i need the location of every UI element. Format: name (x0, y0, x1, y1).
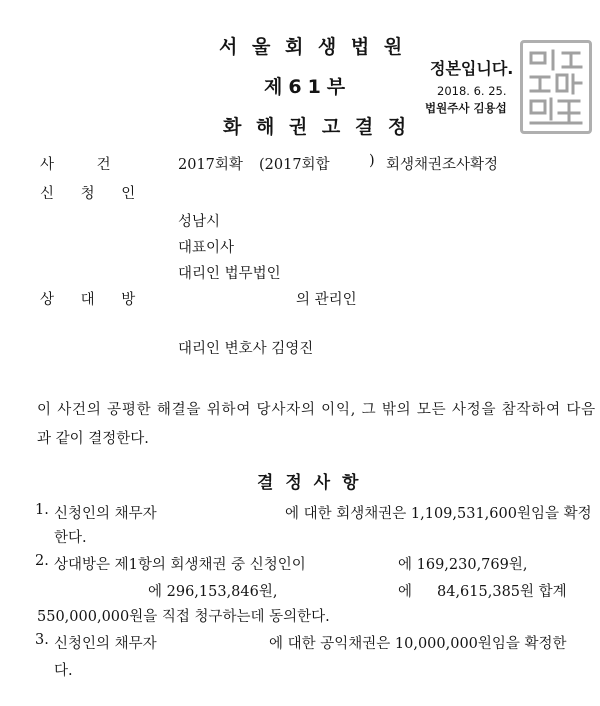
decision-title: 결 정 사 항 (257, 473, 362, 493)
court-seal-icon (520, 40, 592, 134)
item-2-number: 2. (35, 553, 49, 569)
stamp-date: 2018. 6. 25. (437, 84, 507, 98)
item-1-text-b: 에 대한 회생채권은 1,109,531,600원임을 확정 (285, 506, 592, 522)
item-3-text-c: 다. (54, 663, 73, 679)
case-number-close-paren: ) (369, 153, 375, 169)
respondent-label: 상 대 방 (40, 292, 147, 308)
item-2-text-c: 에 296,153,846원, (148, 584, 278, 600)
intro-line-1: 이 사건의 공평한 해결을 위하여 당사자의 이익, 그 밖의 모든 사정을 참작하여 다음 (37, 402, 596, 418)
case-name: 회생채권조사확정 (386, 157, 499, 173)
case-number-related: (2017회합 (259, 157, 330, 173)
court-name: 서 울 회 생 법 원 (219, 36, 407, 58)
case-label: 사 건 (40, 157, 130, 173)
item-3-text-b: 에 대한 공익채권은 10,000,000원임을 확정한 (269, 636, 567, 652)
respondent-role: 의 관리인 (296, 292, 357, 308)
clerk-name: 법원주사 김용섭 (425, 101, 507, 115)
certified-copy-stamp: 정본입니다. (430, 59, 514, 78)
item-3-number: 3. (35, 632, 49, 648)
item-2-text-e: 84,615,385원 합계 (437, 584, 567, 600)
intro-line-2: 과 같이 결정한다. (37, 431, 149, 447)
item-1-text-c: 한다. (54, 530, 87, 546)
item-1-text-a: 신청인의 채무자 (54, 506, 157, 522)
respondent-agent: 대리인 변호사 김영진 (178, 341, 314, 357)
applicant-line-1: 성남시 (178, 214, 221, 230)
item-3-text-a: 신청인의 채무자 (54, 636, 157, 652)
applicant-line-3: 대리인 법무법인 (178, 266, 281, 282)
applicant-label: 신 청 인 (40, 186, 147, 202)
item-2-text-a: 상대방은 제1항의 회생채권 중 신청인이 (54, 557, 306, 573)
division-name: 제61부 (264, 76, 352, 98)
applicant-line-2: 대표이사 (178, 240, 235, 256)
item-1-number: 1. (35, 502, 49, 518)
item-2-text-b: 에 169,230,769원, (398, 557, 528, 573)
item-2-text-f: 550,000,000원을 직접 청구하는데 동의한다. (37, 609, 330, 625)
item-2-text-d: 에 (398, 584, 413, 600)
document-title: 화 해 권 고 결 정 (223, 116, 411, 138)
case-number: 2017회확 (178, 157, 243, 173)
